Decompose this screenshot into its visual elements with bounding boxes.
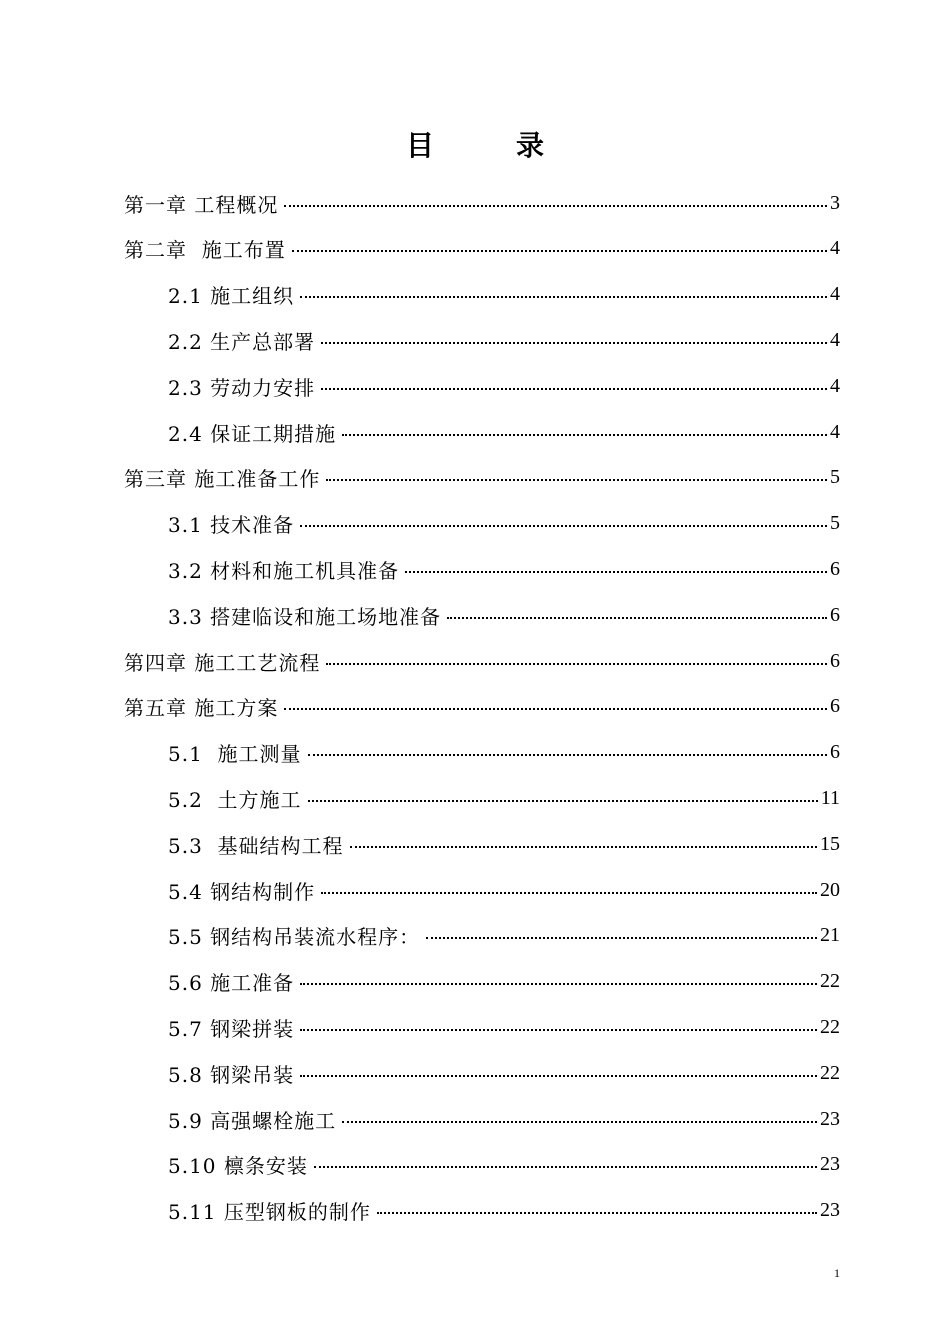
toc-dot-leader xyxy=(342,1120,817,1123)
toc-dot-leader xyxy=(321,891,817,894)
toc-entry-page: 4 xyxy=(830,237,840,260)
toc-entry[interactable] xyxy=(168,1102,840,1136)
toc-entry[interactable] xyxy=(168,1194,840,1228)
toc-dot-leader xyxy=(300,1028,817,1031)
toc-entry-page: 4 xyxy=(830,374,840,397)
toc-entry-page: 6 xyxy=(830,557,840,580)
toc-entry-label: 3.3 搭建临设和施工场地准备 xyxy=(168,604,442,629)
title-char-2: 录 xyxy=(516,129,545,162)
title-char-1: 目 xyxy=(405,129,434,162)
toc-dot-leader xyxy=(321,387,827,390)
toc-entry[interactable] xyxy=(168,598,840,632)
toc-entry-label: 5.9 高强螺栓施工 xyxy=(168,1108,337,1133)
toc-entry-label: 5.8 钢梁吊装 xyxy=(168,1062,295,1087)
toc-entry-label: 3.1 技术准备 xyxy=(168,513,295,538)
toc-entry-label: 2.4 保证工期措施 xyxy=(168,421,337,446)
toc-entry-label: 5.5 钢结构吊装流水程序： xyxy=(168,925,421,950)
toc-entry-page: 6 xyxy=(830,603,840,626)
toc-entry[interactable] xyxy=(124,461,840,495)
toc-entry-page: 4 xyxy=(830,328,840,351)
toc-entry-page: 4 xyxy=(830,420,840,443)
toc-dot-leader xyxy=(300,295,827,298)
toc-entry[interactable] xyxy=(168,1148,840,1182)
toc-entry[interactable] xyxy=(168,827,840,861)
toc-entry-label: 5.4 钢结构制作 xyxy=(168,879,316,904)
page-title xyxy=(0,124,950,164)
toc-entry-label: 第三章 施工准备工作 xyxy=(124,467,321,492)
toc-entry[interactable] xyxy=(168,919,840,953)
toc-dot-leader xyxy=(308,799,818,802)
toc-dot-leader xyxy=(284,204,827,207)
toc-entry-page: 20 xyxy=(820,878,840,901)
toc-entry-label: 5.7 钢梁拼装 xyxy=(168,1016,295,1041)
toc-entry[interactable] xyxy=(168,552,840,586)
toc-entry[interactable] xyxy=(168,1010,840,1044)
toc-entry-page: 23 xyxy=(820,1153,840,1176)
toc-entry-label: 第二章 施工布置 xyxy=(124,238,286,263)
toc-entry-label: 2.2 生产总部署 xyxy=(168,329,316,354)
toc-entry-page: 6 xyxy=(830,741,840,764)
toc-entry[interactable] xyxy=(168,1056,840,1090)
toc-entry-page: 22 xyxy=(820,1015,840,1038)
toc-entry-label: 5.6 施工准备 xyxy=(168,971,295,996)
toc-dot-leader xyxy=(426,936,817,939)
toc-entry-page: 23 xyxy=(820,1199,840,1222)
toc-entry-page: 3 xyxy=(830,191,840,214)
toc-entry[interactable] xyxy=(124,186,840,220)
toc-entry-label: 5.3 基础结构工程 xyxy=(168,833,344,858)
toc-entry-label: 第一章 工程概况 xyxy=(124,192,279,217)
toc-entry[interactable] xyxy=(168,781,840,815)
toc-dot-leader xyxy=(300,982,817,985)
toc-dot-leader xyxy=(300,524,827,527)
toc-entry-page: 6 xyxy=(830,695,840,718)
toc-dot-leader xyxy=(342,433,827,436)
toc-dot-leader xyxy=(292,249,827,252)
toc-entry-page: 4 xyxy=(830,283,840,306)
toc-dot-leader xyxy=(377,1211,817,1214)
toc-entry-label: 5.10 檩条安装 xyxy=(168,1154,308,1179)
toc-entry[interactable] xyxy=(168,507,840,541)
toc-dot-leader xyxy=(321,341,827,344)
toc-entry[interactable] xyxy=(168,965,840,999)
toc-entry-label: 2.1 施工组织 xyxy=(168,284,295,309)
toc-entry[interactable] xyxy=(168,873,840,907)
toc-entry-label: 5.1 施工测量 xyxy=(168,742,302,767)
toc-entry[interactable] xyxy=(124,690,840,724)
toc-dot-leader xyxy=(284,707,827,710)
toc-entry-page: 23 xyxy=(820,1107,840,1130)
toc-entry-label: 第五章 施工方案 xyxy=(124,696,279,721)
toc-dot-leader xyxy=(308,753,827,756)
toc-entry-label: 5.11 压型钢板的制作 xyxy=(168,1200,371,1225)
toc-entry-page: 5 xyxy=(830,466,840,489)
toc-entry-label: 3.2 材料和施工机具准备 xyxy=(168,558,400,583)
toc-dot-leader xyxy=(314,1165,817,1168)
toc-entry-label: 5.2 土方施工 xyxy=(168,787,302,812)
toc-entry[interactable] xyxy=(168,415,840,449)
toc-entry[interactable] xyxy=(124,232,840,266)
toc-dot-leader xyxy=(447,616,827,619)
footer-page-number: 1 xyxy=(834,1266,840,1280)
toc-dot-leader xyxy=(326,662,827,665)
toc-entry[interactable] xyxy=(168,323,840,357)
toc-entry-label: 第四章 施工工艺流程 xyxy=(124,650,321,675)
toc-dot-leader xyxy=(350,845,817,848)
toc-entry-page: 11 xyxy=(820,786,840,809)
toc-dot-leader xyxy=(405,570,827,573)
toc-dot-leader xyxy=(300,1074,817,1077)
toc-entry-page: 15 xyxy=(820,832,840,855)
toc-entry-page: 5 xyxy=(830,512,840,535)
toc-entry[interactable] xyxy=(124,644,840,678)
toc-entry-page: 22 xyxy=(820,1061,840,1084)
toc-entry[interactable] xyxy=(168,736,840,770)
toc-entry-page: 6 xyxy=(830,649,840,672)
toc-entry-page: 21 xyxy=(820,924,840,947)
toc-entry[interactable] xyxy=(168,278,840,312)
toc-entry[interactable] xyxy=(168,369,840,403)
toc-entry-page: 22 xyxy=(820,970,840,993)
toc-dot-leader xyxy=(326,478,827,481)
toc-entry-label: 2.3 劳动力安排 xyxy=(168,375,316,400)
